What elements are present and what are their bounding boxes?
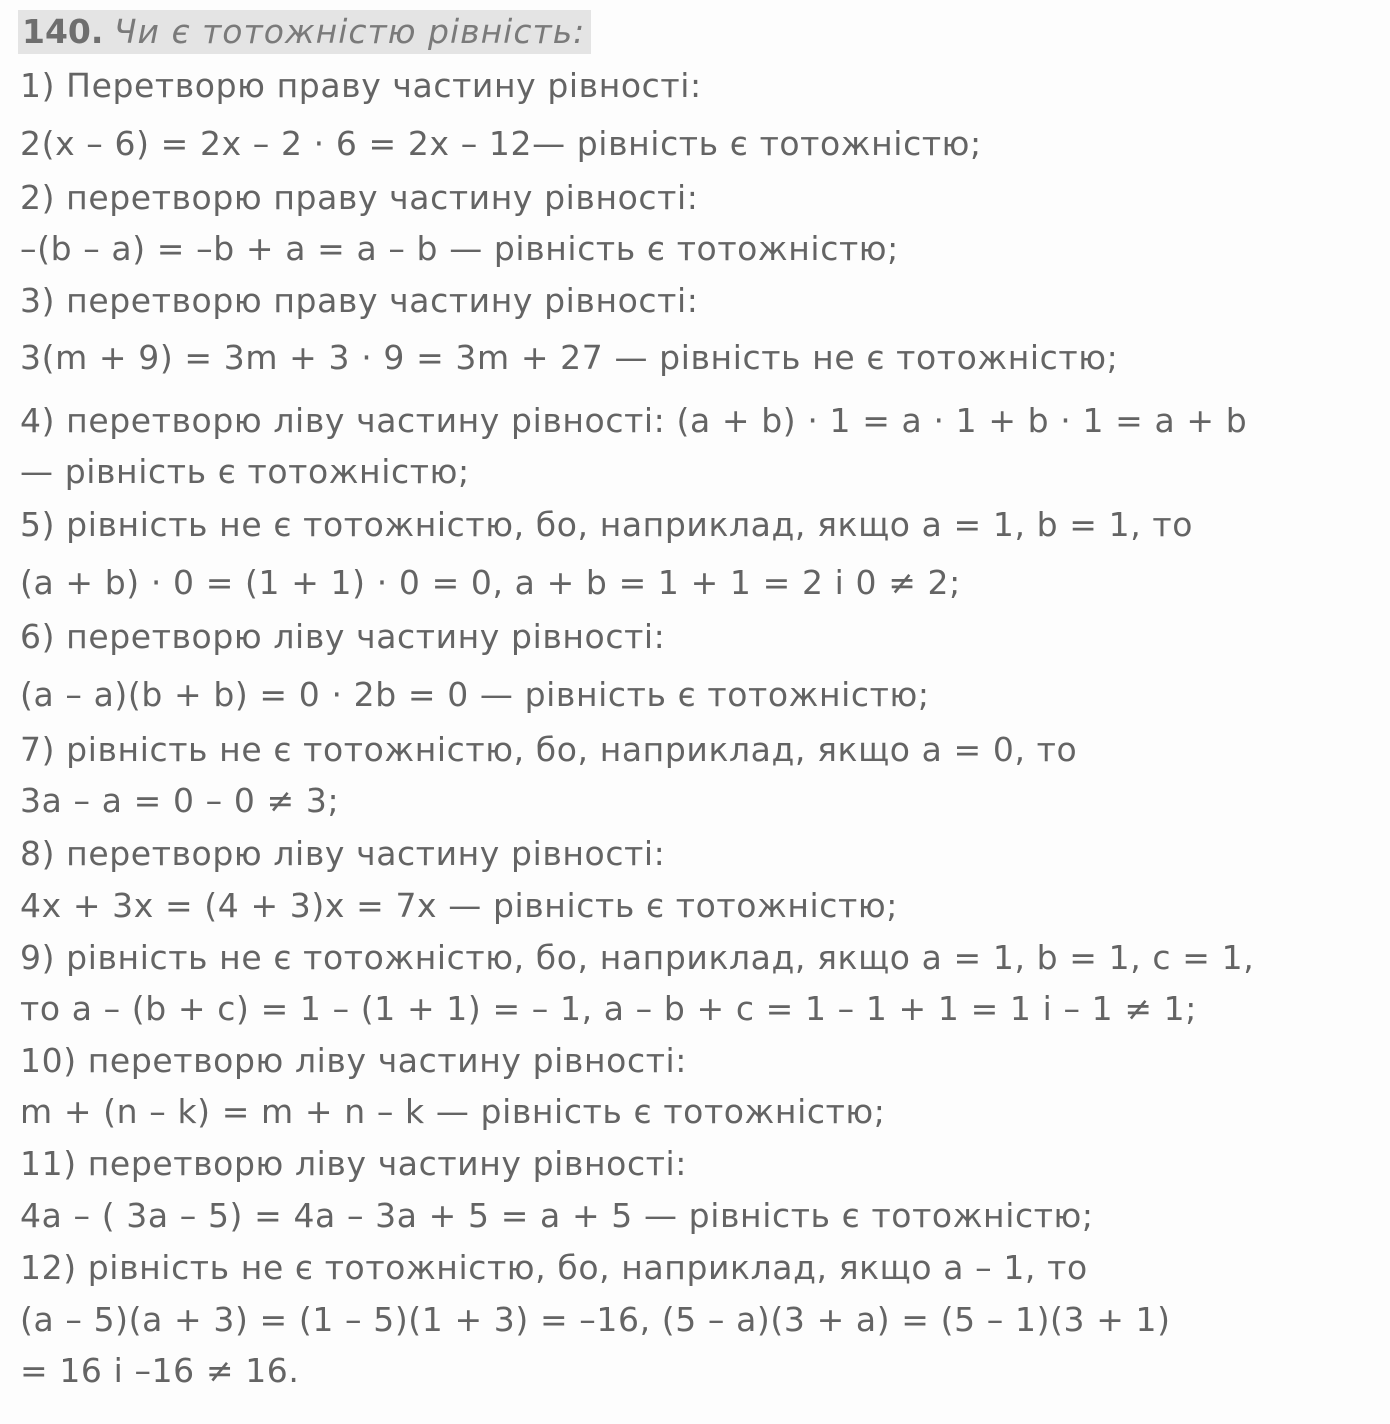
exercise-title: Чи є тотожністю рівність: — [113, 12, 586, 51]
solution-line: 7) рівність не є тотожністю, бо, наприклад, якщо a = 0, то — [20, 730, 1078, 769]
solution-line: 2) перетворю праву частину рівності: — [20, 178, 699, 217]
solution-line: 2(x – 6) = 2x – 2 · 6 = 2x – 12— рівність є тотожністю; — [20, 124, 982, 163]
solution-line: 11) перетворю ліву частину рівності: — [20, 1144, 688, 1183]
solution-line: (a – 5)(a + 3) = (1 – 5)(1 + 3) = –16, (5 – a)(3 + a) = (5 – 1)(3 + 1) — [20, 1300, 1171, 1339]
solution-line: 3a – a = 0 – 0 ≠ 3; — [20, 781, 340, 820]
solution-line: 4) перетворю ліву частину рівності: (a + b) · 1 = a · 1 + b · 1 = a + b — [20, 401, 1248, 440]
solution-line: –(b – a) = –b + a = a – b — рівність є тотожністю; — [20, 229, 899, 268]
solution-line: = 16 і –16 ≠ 16. — [20, 1351, 300, 1390]
solution-line: 8) перетворю ліву частину рівності: — [20, 834, 666, 873]
solution-line: — рівність є тотожністю; — [20, 452, 470, 491]
solution-line: 6) перетворю ліву частину рівності: — [20, 617, 666, 656]
solution-line: 9) рівність не є тотожністю, бо, наприклад, якщо a = 1, b = 1, c = 1, — [20, 938, 1255, 977]
solution-line: то a – (b + c) = 1 – (1 + 1) = – 1, a – b + c = 1 – 1 + 1 = 1 і – 1 ≠ 1; — [20, 989, 1197, 1028]
solution-line: 4a – ( 3a – 5) = 4a – 3a + 5 = a + 5 — рівність є тотожністю; — [20, 1196, 1094, 1235]
solution-line: 10) перетворю ліву частину рівності: — [20, 1041, 688, 1080]
solution-line: 12) рівність не є тотожністю, бо, наприклад, якщо a – 1, то — [20, 1248, 1088, 1287]
exercise-number: 140. — [22, 12, 104, 51]
solution-line: 3(m + 9) = 3m + 3 · 9 = 3m + 27 — рівність не є тотожністю; — [20, 338, 1119, 377]
solution-line: m + (n – k) = m + n – k — рівність є тотожністю; — [20, 1092, 886, 1131]
solution-line: 4x + 3x = (4 + 3)x = 7x — рівність є тотожністю; — [20, 886, 898, 925]
solution-line: 5) рівність не є тотожністю, бо, наприклад, якщо a = 1, b = 1, то — [20, 505, 1194, 544]
solution-line: (a + b) · 0 = (1 + 1) · 0 = 0, a + b = 1 + 1 = 2 і 0 ≠ 2; — [20, 563, 961, 602]
solution-line: 1) Перетворю праву частину рівності: — [20, 66, 702, 105]
exercise-heading — [18, 10, 591, 54]
solution-line: 3) перетворю праву частину рівності: — [20, 281, 699, 320]
solution-line: (a – a)(b + b) = 0 · 2b = 0 — рівність є тотожністю; — [20, 675, 930, 714]
